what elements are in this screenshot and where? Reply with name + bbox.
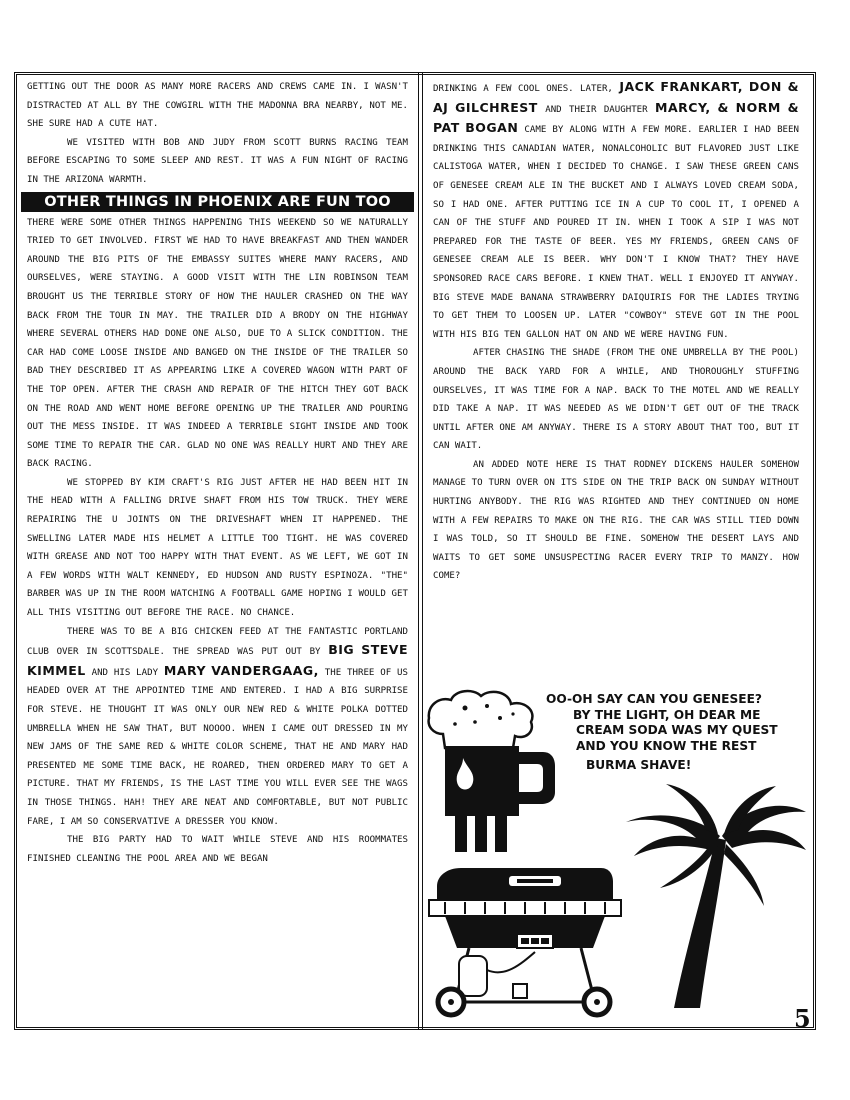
column-divider <box>418 72 423 1030</box>
slogan-line-1: OO-OH SAY CAN YOU GENESEE? <box>546 692 762 706</box>
left-paragraph-4: WE STOPPED BY KIM CRAFT'S RIG JUST AFTER HE HAD BEEN HIT IN THE HEAD WITH A FALLING DRIVE SHAFT FROM HIS TOW TRUCK. THEY WERE REPAIRING THE U JOINTS ON THE DRIVESHAFT WHEN IT HAPPENED. THE SWELLING LATER MADE HIS HELMET A LITTLE TOO TIGHT. HE WAS COVERED WITH GREASE AND NOT TOO HAPPY WITH THAT EVENT. AS WE LEFT, WE GOT IN A FEW WORDS WITH WALT KENNEDY, ED HUDSON AND RUSTY ESPINOZA. "THE" BARBER WAS UP IN THE ROOM WATCHING A FOOTBALL GAME HOPING I WOULD GET ALL THIS VISITING OUT BEFORE THE RACE. NO CHANCE. <box>27 477 408 619</box>
section-heading: OTHER THINGS IN PHOENIX ARE FUN TOO <box>21 192 414 212</box>
r1-text-b: AND THEIR DAUGHTER <box>545 104 648 115</box>
burma-shave-slogan <box>546 692 816 774</box>
p5-text-c: THE THREE OF US HEADED OVER AT THE APPOINTED TIME AND ENTERED. I HAD A BIG SURPRISE FOR STEVE. HE THOUGHT IT WAS ONLY OUR NEW RED & WHITE POLKA DOTTED UMBRELLA WHEN HE SAW THAT, BUT NOOOO. WHEN I CAME OUT DRESSED IN MY NEW JAMS OF THE SAME RED & WHITE COLOR SCHEME, THAT HE AND MARY HAD PRESENTED ME SOME TIME BACK, HE ROARED, THEN ORDERED MARY TO GET A PICTURE. THAT MY FRIENDS, IS THE LAST TIME YOU WILL EVER SEE THE WAGS IN THOSE THINGS. HAH! THEY ARE NEAT AND COMFORTABLE, BUT NOT PUBLIC FARE, I AM SO CONSERVATIVE A DRESSER YOU KNOW. <box>27 667 409 827</box>
right-paragraph-3: AN ADDED NOTE HERE IS THAT RODNEY DICKENS HAULER SOMEHOW MANAGE TO TURN OVER ON ITS SIDE ON THE TRIP BACK ON SUNDAY WITHOUT HURTING ANYBODY. THE RIG WAS RIGHTED AND THEY CONTINUED ON HOME WITH A FEW REPAIRS TO MAKE ON THE RIG. THE CAR WAS STILL TIED DOWN I WAS TOLD, SO IT SHOULD BE FINE. SOMEHOW THE DESERT LAYS AND WAITS TO GET SOME UNSUSPECTING RACER EVERY TRIP TO MANZY. HOW COME? <box>433 459 799 582</box>
page-number: 5 <box>794 1004 811 1033</box>
p5-text-a: THERE WAS TO BE A BIG CHICKEN FEED AT THE FANTASTIC PORTLAND CLUB OVER IN SCOTTSDALE. THE SPREAD WAS PUT OUT BY <box>27 626 408 658</box>
palm-tree-icon <box>620 778 810 1010</box>
left-paragraph-1: GETTING OUT THE DOOR AS MANY MORE RACERS AND CREWS CAME IN. I WASN'T DISTRACTED AT ALL BY THE COWGIRL WITH THE MADONNA BRA NEARBY, NOT ME. SHE SURE HAD A CUTE HAT. <box>27 82 408 130</box>
left-paragraph-6: THE BIG PARTY HAD TO WAIT WHILE STEVE AND HIS ROOMMATES FINISHED CLEANING THE POOL AREA AND WE BEGAN <box>27 835 408 864</box>
guest-names-2: MARCY, & NORM & PAT BOGAN <box>433 99 799 136</box>
right-paragraph-1 <box>433 78 799 344</box>
guest-names: JACK FRANKART, DON & AJ GILCHREST <box>433 79 799 115</box>
person-name-steve: BIG STEVE KIMMEL <box>27 642 409 678</box>
left-paragraph-3: THERE WERE SOME OTHER THINGS HAPPENING THIS WEEKEND SO WE NATURALLY TRIED TO GET INVOLVED. FIRST WE HAD TO HAVE BREAKFAST AND THEN WANDER AROUND THE BIG PITS OF THE EMBASSY SUITES WHERE MANY RACERS, AND OURSELVES, WERE STAYING. A GOOD VISIT WITH THE LIN ROBINSON TEAM BROUGHT US THE TERRIBLE STORY OF HOW THE HAULER CRASHED ON THE WAY BACK FROM THE TOUR IN MAY. THE TRAILER DID A BRODY ON THE HIGHWAY WHERE SEVERAL OTHERS HAD DONE ONE ALSO, DUE TO A SLICK CONDITION. THE CAR HAD COME LOOSE INSIDE AND BANGED ON THE INSIDE OF THE TRAILER SO BAD THEY DESCRIBED IT AS APPEARING LIKE A COVERED WAGON WITH PART OF THE TOP OPEN. AFTER THE CRASH AND REPAIR OF THE HITCH THEY GOT BACK ON THE ROAD AND WENT HOME BEFORE OPENING UP THE TRAILER AND POURING OUT THE MESS INSIDE. IT WAS INDEED A TERRIBLE SIGHT INSIDE AND TOOK SOME TIME TO REPAIR THE CAR. GLAD NO ONE WAS REALLY HURT AND THEY ARE BACK RACING. <box>27 217 408 470</box>
r1-text-c: CAME BY ALONG WITH A FEW MORE. EARLIER I HAD BEEN DRINKING THIS CANADIAN WATER, NONALCOHOLIC BUT FLAVORED JUST LIKE CALISTOGA WATER, WHEN I DECIDED TO CHANGE. I SAW THESE GREEN CANS OF GENESEE CREAM ALE IN THE BUCKET AND I ALWAYS LOVED CREAM SODA, SO I HAD ONE. AFTER PUTTING ICE IN A CUP TO COOL IT, I OPENED A CAN OF THE STUFF AND POURED IT IN. WHEN I TOOK A SIP I WAS NOT PREPARED FOR THE TASTE OF BEER. YES MY FRIENDS, GREEN CANS OF GENESEE CREAM ALE IS BEER. WHY DON'T I KNOW THAT? THEY HAVE SPONSORED RACE CARS BEFORE. I KNEW THAT. WELL I ENJOYED IT ANYWAY. BIG STEVE MADE BANANA STRAWBERRY DAIQUIRIS FOR THE LADIES TRYING TO GET THEM TO LOOSEN UP. LATER "COWBOY" STEVE GOT IN THE POOL WITH HIS BIG TEN GALLON HAT ON AND WE WERE HAVING FUN. <box>433 125 799 340</box>
left-paragraph-2: WE VISITED WITH BOB AND JUDY FROM SCOTT BURNS RACING TEAM BEFORE ESCAPING TO SOME SLEEP AND REST. IT WAS A FUN NIGHT OF RACING IN THE ARIZONA WARMTH. <box>27 137 408 185</box>
right-paragraph-2: AFTER CHASING THE SHADE (FROM THE ONE UMBRELLA BY THE POOL) AROUND THE BACK YARD FOR A WHILE, AND THOROUGHLY STUFFING OURSELVES, IT WAS TIME FOR A NAP. BACK TO THE MOTEL AND WE REALLY DID TAKE A NAP. IT WAS NEEDED AS WE DIDN'T GET OUT OF THE TRACK UNTIL AFTER ONE AM ANYWAY. THERE IS A STORY ABOUT THAT TOO, BUT IT CAN WAIT. <box>433 348 799 452</box>
slogan-line-3: CREAM SODA WAS MY QUEST <box>576 723 778 737</box>
slogan-line-2: BY THE LIGHT, OH DEAR ME <box>573 707 761 722</box>
slogan-line-5: BURMA SHAVE! <box>586 758 692 772</box>
right-column <box>433 78 799 586</box>
slogan-line-4: AND YOU KNOW THE REST <box>576 738 757 753</box>
p5-text-b: AND HIS LADY <box>91 667 159 678</box>
r1-text-a: DRINKING A FEW COOL ONES. LATER, <box>433 84 613 94</box>
beer-mug-icon <box>425 688 565 856</box>
left-column <box>27 78 408 868</box>
person-name-mary: MARY VANDERGAAG, <box>163 662 319 678</box>
left-paragraph-5 <box>27 623 408 832</box>
barbecue-grill-icon <box>425 860 625 1020</box>
